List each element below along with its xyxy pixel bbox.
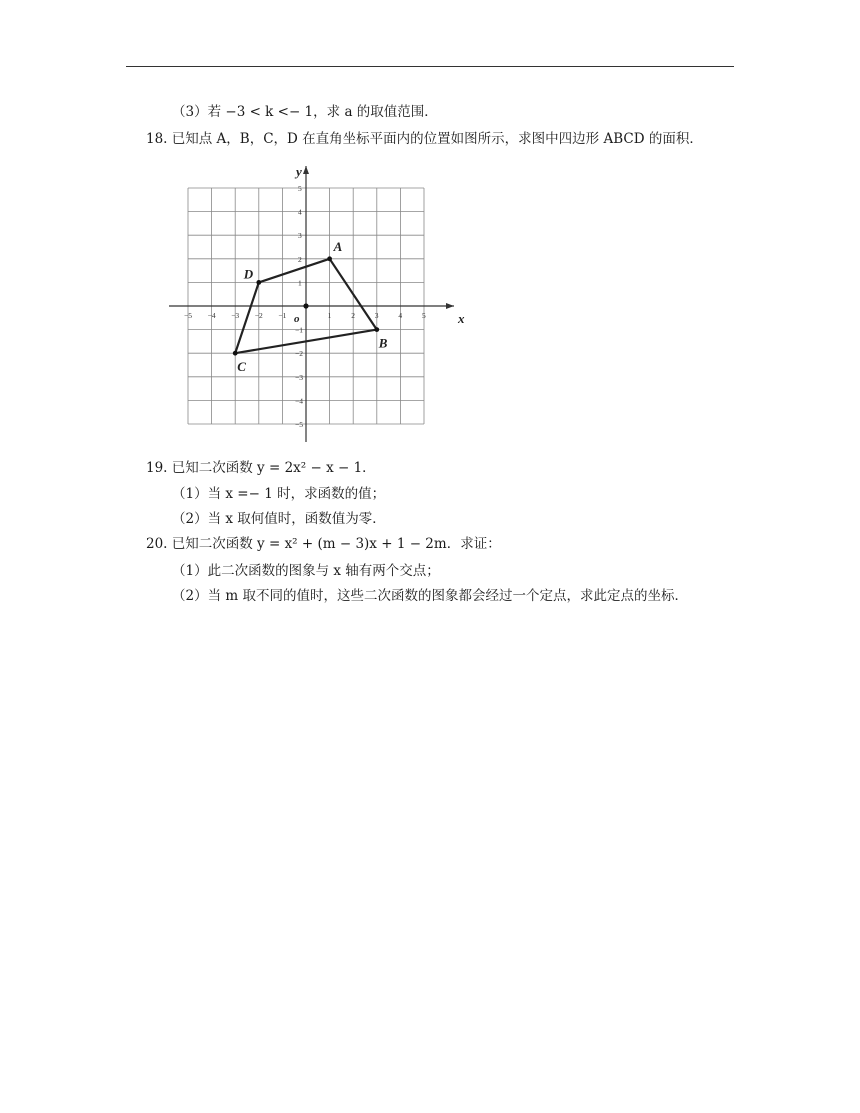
x-tick-label: −3 bbox=[231, 311, 240, 320]
q19-part2: （2）当 x 取何值时，函数值为零． bbox=[172, 511, 386, 527]
vertex-c bbox=[233, 351, 238, 356]
vertex-d bbox=[256, 280, 261, 285]
q20-part2: （2）当 m 取不同的值时，这些二次函数的图象都会经过一个定点，求此定点的坐标． bbox=[172, 588, 688, 604]
q20-stem: 20. 已知二次函数 y = x² + (m − 3)x + 1 − 2m．求证： bbox=[146, 536, 501, 552]
q18-stem: 18. 已知点 A，B，C，D 在直角坐标平面内的位置如图所示，求图中四边形 ABCD 的面积． bbox=[146, 131, 703, 147]
vertex-label-a: A bbox=[333, 238, 343, 254]
x-tick-label: −5 bbox=[184, 311, 192, 320]
x-tick-label: 5 bbox=[422, 311, 426, 320]
y-tick-label: 5 bbox=[298, 184, 302, 193]
y-tick-label: −2 bbox=[295, 349, 303, 359]
vertex-label-c: C bbox=[237, 359, 246, 375]
x-tick-label: 2 bbox=[351, 311, 355, 320]
x-tick-label: 1 bbox=[327, 311, 332, 320]
y-tick-label: 3 bbox=[298, 231, 302, 241]
x-tick-label: 4 bbox=[398, 311, 403, 320]
y-tick-label: −5 bbox=[295, 420, 303, 429]
vertex-a bbox=[327, 256, 332, 261]
y-tick-label: −1 bbox=[295, 325, 303, 335]
y-tick-label: −3 bbox=[295, 372, 303, 382]
x-axis-label: x bbox=[458, 311, 465, 326]
q19-stem: 19. 已知二次函数 y = 2x² − x − 1． bbox=[146, 460, 376, 476]
x-tick-label: −2 bbox=[254, 311, 263, 320]
x-tick-label: −4 bbox=[207, 311, 216, 320]
x-tick-label: −1 bbox=[278, 311, 287, 320]
y-tick-label: 2 bbox=[298, 254, 302, 264]
y-tick-label: −4 bbox=[295, 396, 303, 406]
y-tick-label: 1 bbox=[298, 278, 302, 288]
q17-part3: （3）若 −3 < k <− 1，求 a 的取值范围． bbox=[172, 104, 438, 120]
q19-part1: （1）当 x =− 1 时，求函数的值； bbox=[172, 486, 386, 502]
x-tick-label: 3 bbox=[374, 311, 379, 320]
q20-part1: （1）此二次函数的图象与 x 轴有两个交点； bbox=[172, 563, 440, 579]
origin-dot bbox=[303, 303, 308, 308]
origin-label: o bbox=[294, 313, 300, 325]
vertex-label-d: D bbox=[243, 266, 254, 282]
vertex-label-b: B bbox=[378, 335, 388, 351]
y-axis-arrow bbox=[303, 166, 309, 174]
coordinate-figure bbox=[165, 160, 475, 455]
y-tick-label: 4 bbox=[298, 207, 302, 217]
x-axis-arrow bbox=[446, 303, 454, 309]
y-axis-label: y bbox=[296, 164, 302, 179]
header-rule bbox=[126, 66, 734, 67]
vertex-b bbox=[374, 327, 379, 332]
